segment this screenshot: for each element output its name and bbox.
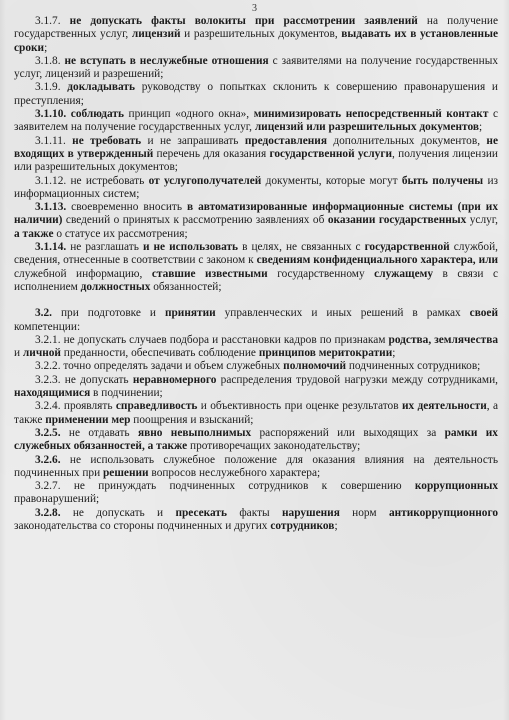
clause-text-segment: 3.2.8. bbox=[35, 506, 61, 519]
clause-3-1-8 bbox=[14, 55, 498, 82]
clause-text-segment: родства, землячества bbox=[388, 333, 498, 346]
clause-text-segment: 3.1.14. bbox=[35, 241, 67, 254]
page-number: 3 bbox=[252, 3, 257, 14]
clause-text-segment: государственной услуги bbox=[269, 147, 393, 160]
clause-3-1-11 bbox=[14, 135, 498, 175]
clause-text-segment: из информационных систем; bbox=[14, 174, 499, 200]
clause-text-segment: в подчинении; bbox=[90, 387, 163, 400]
clause-text-segment: не допускать и bbox=[60, 506, 176, 519]
clause-text-segment: и не запрашивать bbox=[141, 134, 245, 147]
clause-text-segment: 3.1.11. bbox=[35, 134, 73, 147]
clause-text-segment: находящимися bbox=[14, 387, 91, 400]
clause-text-segment: 3.2.2. точно определять задачи и объем служебных bbox=[35, 360, 284, 373]
clause-text-segment: оказании государственных bbox=[327, 214, 467, 227]
clause-text-segment: их деятельности bbox=[401, 400, 487, 413]
clause-text-segment: не использовать служебное положение для оказания влияния на деятельность подчиненных при bbox=[14, 453, 498, 479]
clause-text-segment: личной bbox=[22, 347, 61, 360]
clause-text-segment: ; bbox=[392, 347, 396, 360]
clause-text-segment: а также bbox=[14, 227, 54, 240]
clause-text-segment: не допускать факты волокиты при рассмотрении заявлений bbox=[69, 15, 418, 27]
clause-text-segment: услуг, bbox=[466, 214, 498, 227]
clause-text-segment: подчиненных сотрудников; bbox=[346, 360, 481, 373]
clause-text-segment: , а также bbox=[14, 400, 498, 426]
clause-3-1-13 bbox=[14, 201, 498, 241]
clause-text-segment: выдавать их в установленные сроки bbox=[14, 28, 498, 54]
clause-text-segment: минимизировать непосредственный контакт bbox=[253, 108, 489, 121]
clause-text-segment: 3.2.7. не принуждать подчиненных сотрудников к совершению bbox=[35, 480, 415, 493]
clause-text-segment: неравномерного bbox=[132, 373, 217, 386]
clause-text-segment: докладывать bbox=[67, 81, 135, 94]
clause-3-2-7 bbox=[14, 480, 498, 507]
clause-text-segment: и объективность при оценке результатов bbox=[197, 400, 402, 413]
clause-text-segment: с заявителями на получение государственных услуг, лицензий и разрешений; bbox=[14, 54, 498, 81]
clause-text-segment: обязанностей; bbox=[150, 280, 222, 293]
clause-text-segment: лицензий или разрешительных документов bbox=[254, 121, 479, 134]
clause-text-segment: поощрения и взысканий; bbox=[130, 413, 254, 426]
clause-text-segment: служебной информацию, bbox=[14, 267, 152, 280]
clause-text-segment: не разглашать bbox=[66, 241, 143, 254]
clause-text-segment: государственной bbox=[364, 241, 450, 254]
clause-text-segment: сотрудников bbox=[270, 519, 335, 532]
clause-text-segment: 3.1.12. не истребовать bbox=[35, 174, 149, 187]
clause-text-segment: 3.1.7. bbox=[35, 15, 70, 27]
clause-text-segment: законодательства со стороны подчиненных и других bbox=[14, 519, 271, 532]
clause-text-segment: в автоматизированные информационные системы (при их наличии) bbox=[14, 201, 499, 227]
clause-text-segment: не отдавать bbox=[60, 426, 138, 439]
clause-text-segment: своей bbox=[469, 307, 498, 320]
clause-text-segment: и разрешительных документов, bbox=[180, 28, 342, 41]
clause-3-1-14 bbox=[14, 241, 498, 294]
clause-text-segment: с заявителем на получение государственных услуг, bbox=[14, 108, 499, 134]
clause-3-2-2 bbox=[14, 360, 498, 373]
clause-text-segment: лицензий bbox=[131, 28, 181, 41]
clause-text-segment: должностных bbox=[80, 280, 151, 293]
clause-3-1-9 bbox=[14, 81, 498, 108]
clause-text-segment: ставшие известными bbox=[151, 267, 268, 280]
clause-text-segment: распоряжений или выходящих за bbox=[251, 426, 445, 439]
clause-text-segment: распределения трудовой нагрузки между сотрудниками, bbox=[216, 373, 498, 386]
clause-text-segment: 3.2. bbox=[35, 307, 53, 320]
clause-text-segment: 3.2.1. не допускать случаев подбора и расстановки кадров по признакам bbox=[35, 333, 389, 346]
clause-text-segment: нарушения bbox=[281, 506, 340, 519]
clause-3-2-5 bbox=[14, 427, 498, 454]
clause-text-segment: быть получены bbox=[401, 174, 484, 187]
clause-text-segment: 3.1.10. bbox=[35, 108, 71, 121]
clause-text-segment: ; bbox=[334, 519, 338, 532]
clause-text-segment: 3.2.4. проявлять bbox=[35, 400, 116, 413]
clause-text-segment: сведениям конфиденциального характера, или bbox=[256, 254, 499, 267]
clause-text-segment: в целях, не связанных с bbox=[238, 241, 365, 254]
clause-text-segment: не вступать в неслужебные отношения bbox=[64, 54, 269, 67]
clause-text-segment: антикоррупционного bbox=[388, 506, 499, 519]
clause-text-segment: коррупционных bbox=[414, 480, 498, 493]
clause-text-segment: 3.1.8. bbox=[35, 54, 65, 67]
clause-text-segment: компетенции: bbox=[14, 320, 81, 333]
clause-text-segment: полномочий bbox=[283, 360, 346, 373]
clause-3-1-7 bbox=[14, 15, 498, 55]
clause-text-segment: документы, которые могут bbox=[261, 174, 402, 187]
clause-text-segment: ; bbox=[478, 121, 483, 134]
document-body bbox=[14, 15, 498, 533]
clause-text-segment: принцип «одного окна», bbox=[123, 108, 254, 121]
clause-text-segment: ; bbox=[44, 41, 48, 54]
clause-text-segment: в связи с исполнением bbox=[14, 267, 498, 293]
clause-text-segment: 3.2.3. не допускать bbox=[35, 373, 133, 386]
clause-text-segment: предоставления bbox=[244, 134, 327, 147]
clause-text-segment: не требовать bbox=[72, 134, 142, 147]
clause-text-segment: перечень для оказания bbox=[153, 147, 270, 160]
clause-text-segment: дополнительных документов, bbox=[326, 134, 487, 147]
clause-text-segment: управленческих и иных решений в рамках bbox=[215, 307, 470, 320]
clause-text-segment: своевременно вносить bbox=[66, 201, 187, 214]
clause-text-segment: 3.1.13. bbox=[35, 201, 67, 214]
clause-text-segment: норм bbox=[339, 506, 389, 519]
clause-text-segment: факты bbox=[227, 506, 282, 519]
clause-text-segment: и не использовать bbox=[142, 241, 239, 254]
clause-3-2-4 bbox=[14, 400, 498, 427]
clause-text-segment: пресекать bbox=[175, 506, 227, 519]
clause-text-segment: справедливость bbox=[115, 400, 198, 413]
clause-text-segment: применении мер bbox=[45, 413, 131, 426]
clause-text-segment: решении bbox=[103, 466, 149, 479]
clause-3-2-3 bbox=[14, 374, 498, 401]
clause-text-segment: явно невыполнимых bbox=[137, 426, 252, 439]
clause-text-segment: 3.2.6. bbox=[35, 453, 61, 466]
clause-text-segment: о статусе их рассмотрения; bbox=[53, 227, 188, 240]
clause-text-segment: рамки их служебных обязанностей, а также bbox=[14, 426, 498, 453]
clause-text-segment: вопросов неслужебного характера; bbox=[148, 466, 321, 479]
clause-3-1-10 bbox=[14, 108, 498, 135]
clause-text-segment: соблюдать bbox=[70, 108, 124, 121]
clause-text-segment: правонарушений; bbox=[14, 493, 100, 506]
clause-text-segment: противоречащих законодательству; bbox=[187, 440, 361, 453]
clause-text-segment: на получение государственных услуг, bbox=[14, 15, 498, 41]
clause-text-segment: 3.1.9. bbox=[35, 81, 68, 94]
clause-text-segment: принятии bbox=[164, 307, 216, 320]
clause-text-segment: 3.2.5. bbox=[35, 426, 61, 439]
clause-3-2 bbox=[14, 307, 498, 334]
clause-text-segment: службой, сведения, отнесенные в соответствии с законом к bbox=[14, 241, 498, 267]
clause-text-segment: служащему bbox=[374, 267, 434, 280]
clause-text-segment: государственному bbox=[267, 267, 375, 280]
clause-text-segment: не входящих в утвержденный bbox=[14, 134, 498, 160]
clause-text-segment: при подготовке и bbox=[52, 307, 165, 320]
clause-text-segment: принципов меритократии bbox=[258, 347, 393, 360]
clause-3-2-6 bbox=[14, 454, 498, 481]
clause-text-segment: преданности, обеспечивать соблюдение bbox=[60, 347, 259, 360]
clause-text-segment: руководству о попытках склонить к совершению правонарушения и преступления; bbox=[14, 81, 499, 107]
clause-text-segment: от услугополучателей bbox=[148, 174, 262, 187]
clause-3-1-12 bbox=[14, 175, 498, 202]
clause-text-segment: , получения лицензии или разрешительных документов; bbox=[14, 147, 498, 174]
clause-text-segment: сведений о принятых к рассмотрению заявлениях об bbox=[62, 214, 328, 227]
clause-3-2-8 bbox=[14, 507, 498, 534]
clause-text-segment: и bbox=[14, 347, 23, 360]
clause-3-2-1 bbox=[14, 334, 498, 361]
